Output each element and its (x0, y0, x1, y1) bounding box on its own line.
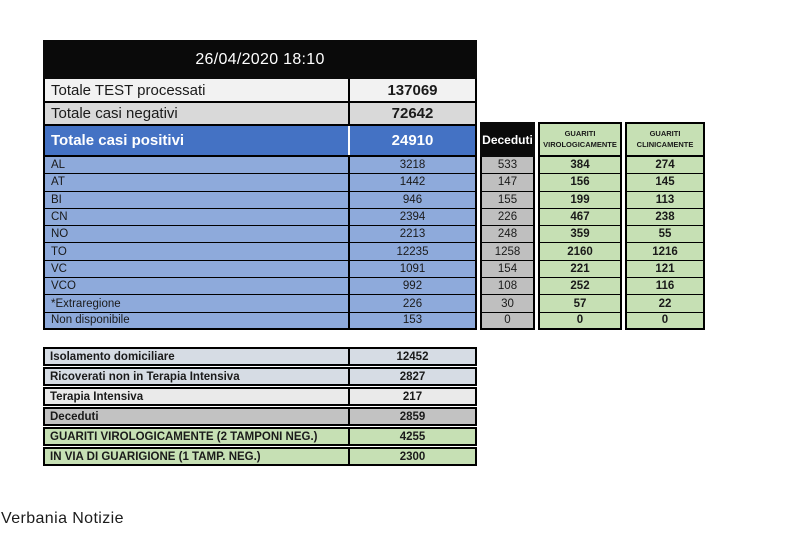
report-datetime: 26/04/2020 18:10 (43, 40, 477, 79)
summary-table (43, 347, 477, 467)
recovered-viro-cell: 57 (538, 295, 622, 312)
total-negatives-row (43, 103, 477, 126)
deceased-cell: 147 (480, 174, 535, 191)
province-row (43, 226, 477, 243)
province-row (43, 174, 477, 191)
province-name-cell: TO (51, 245, 67, 258)
recovered-viro-cell: 2160 (538, 243, 622, 260)
province-positives-cell: 1442 (348, 174, 475, 190)
recovered-viro-cell: 467 (538, 209, 622, 226)
summary-row-deceased (43, 407, 477, 426)
recovered-viro-cell: 359 (538, 226, 622, 243)
summary-value: 2300 (348, 449, 475, 464)
province-name-cell: VCO (51, 280, 76, 293)
deceased-cell: 108 (480, 278, 535, 295)
total-positives-row (43, 126, 477, 157)
total-positives-label: Totale casi positivi (51, 132, 185, 149)
province-row (43, 278, 477, 295)
total-tests-label: Totale TEST processati (51, 81, 206, 99)
summary-value: 2827 (348, 369, 475, 384)
summary-row-recovered-virologically (43, 427, 477, 446)
recovered-clin-cell: 113 (625, 192, 705, 209)
summary-value: 4255 (348, 429, 475, 444)
summary-label: Deceduti (50, 410, 99, 423)
total-negatives-label: Totale casi negativi (51, 105, 178, 122)
recovered-clin-cell: 22 (625, 295, 705, 312)
province-name-cell: AL (51, 159, 66, 172)
province-positives-cell: 12235 (348, 243, 475, 259)
recovered-viro-cell: 221 (538, 261, 622, 278)
outcome-columns (480, 122, 705, 330)
province-positives-cell: 992 (348, 278, 475, 294)
recovered-virologically-column-header: GUARITI VIROLOGICAMENTE (538, 122, 622, 157)
recovered-viro-cell: 384 (538, 157, 622, 174)
province-name-cell: Non disponibile (51, 314, 130, 327)
recovered-clinically-column-header: GUARITI CLINICAMENTE (625, 122, 705, 157)
province-row (43, 209, 477, 226)
province-row (43, 243, 477, 260)
province-name-cell: VC (51, 262, 67, 275)
recovered-clin-cell: 1216 (625, 243, 705, 260)
province-name-cell: NO (51, 228, 69, 241)
main-table (43, 40, 477, 330)
deceased-cell: 30 (480, 295, 535, 312)
source-credit: Verbania Notizie (1, 510, 124, 527)
province-name-cell: CN (51, 211, 68, 224)
summary-label: Terapia Intensiva (50, 390, 144, 403)
deceased-cell: 1258 (480, 243, 535, 260)
recovered-clin-cell: 116 (625, 278, 705, 295)
summary-label: Ricoverati non in Terapia Intensiva (50, 370, 240, 383)
summary-label: Isolamento domiciliare (50, 350, 175, 363)
province-positives-cell: 1091 (348, 261, 475, 277)
recovered-clin-cell: 55 (625, 226, 705, 243)
recovered-clin-cell: 121 (625, 261, 705, 278)
recovered-viro-cell: 199 (538, 192, 622, 209)
deceased-cell: 154 (480, 261, 535, 278)
recovered-viro-cell: 252 (538, 278, 622, 295)
summary-row-hospitalized (43, 367, 477, 386)
summary-value: 2859 (348, 409, 475, 424)
summary-value: 12452 (348, 349, 475, 364)
deceased-cell: 533 (480, 157, 535, 174)
province-positives-cell: 226 (348, 295, 475, 311)
province-row (43, 192, 477, 209)
recovered-clin-cell: 274 (625, 157, 705, 174)
summary-row-home-isolation (43, 347, 477, 366)
total-positives-value: 24910 (348, 126, 475, 155)
province-row (43, 261, 477, 278)
summary-row-intensive-care (43, 387, 477, 406)
province-positives-cell: 2213 (348, 226, 475, 242)
total-tests-row (43, 79, 477, 103)
province-row (43, 313, 477, 330)
recovered-clin-cell: 238 (625, 209, 705, 226)
summary-label: GUARITI VIROLOGICAMENTE (2 TAMPONI NEG.) (50, 430, 318, 443)
province-positives-cell: 946 (348, 192, 475, 208)
recovered-clin-cell: 145 (625, 174, 705, 191)
summary-label: IN VIA DI GUARIGIONE (1 TAMP. NEG.) (50, 450, 261, 463)
deceased-cell: 0 (480, 313, 535, 330)
deceased-cell: 155 (480, 192, 535, 209)
recovered-viro-cell: 156 (538, 174, 622, 191)
province-name-cell: *Extraregione (51, 297, 121, 310)
province-name-cell: BI (51, 193, 62, 206)
province-row (43, 157, 477, 174)
province-positives-cell: 2394 (348, 209, 475, 225)
total-negatives-value: 72642 (348, 103, 475, 124)
deceased-cell: 226 (480, 209, 535, 226)
province-positives-cell: 3218 (348, 157, 475, 173)
province-positives-cell: 153 (348, 313, 475, 328)
recovered-viro-cell: 0 (538, 313, 622, 330)
province-row (43, 295, 477, 312)
recovered-clin-cell: 0 (625, 313, 705, 330)
province-name-cell: AT (51, 176, 65, 189)
total-tests-value: 137069 (348, 79, 475, 101)
deceased-cell: 248 (480, 226, 535, 243)
summary-value: 217 (348, 389, 475, 404)
summary-row-recovering (43, 447, 477, 466)
deceased-column-header: Deceduti (480, 122, 535, 157)
